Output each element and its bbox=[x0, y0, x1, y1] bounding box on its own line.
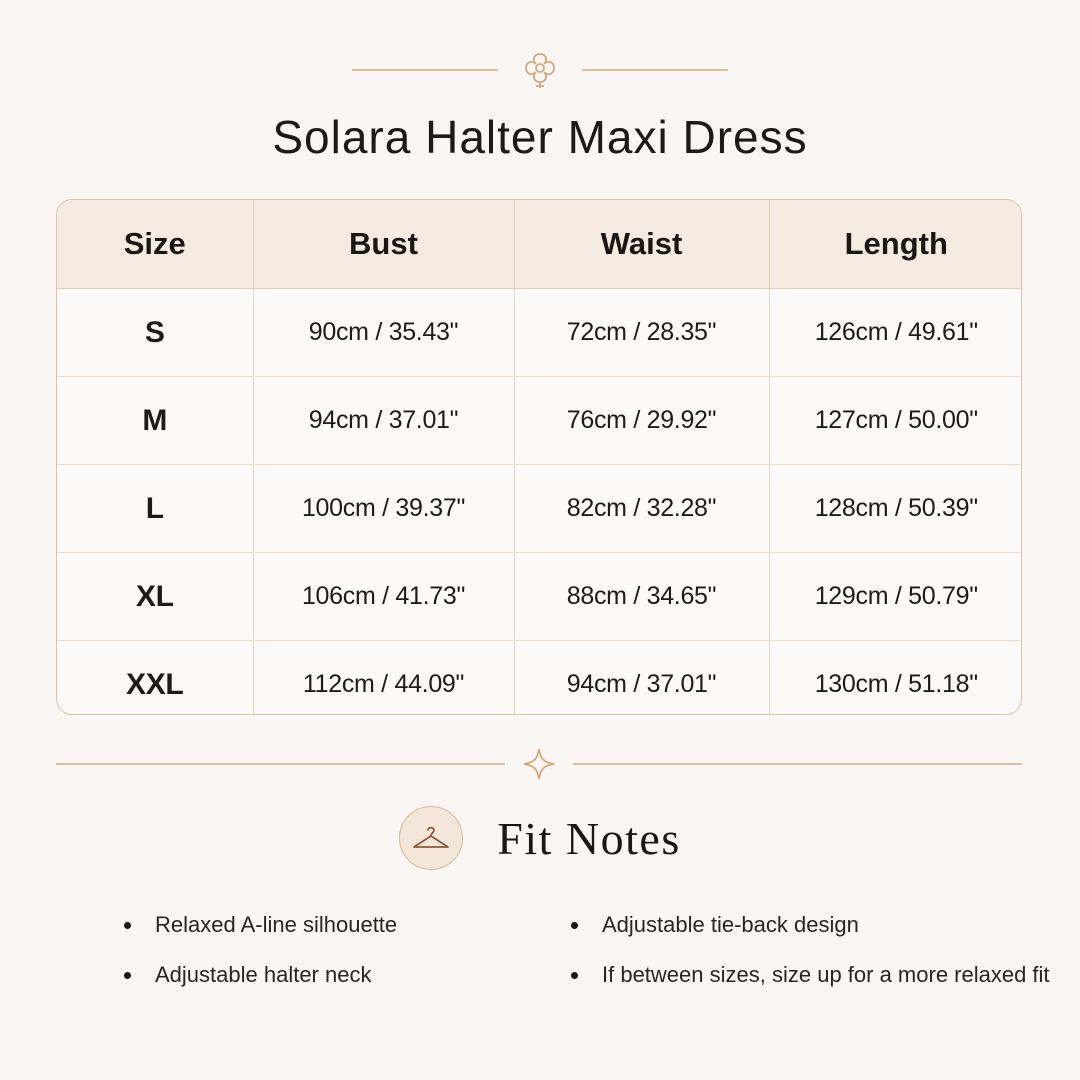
length-cell: 129cm / 50.79" bbox=[769, 553, 1022, 641]
note-text: Adjustable tie-back design bbox=[602, 912, 859, 937]
waist-cell: 94cm / 37.01" bbox=[514, 641, 769, 716]
section-divider bbox=[56, 746, 1022, 782]
hanger-icon bbox=[411, 823, 451, 853]
length-cell: 126cm / 49.61" bbox=[769, 289, 1022, 377]
bullet-icon bbox=[571, 922, 578, 929]
size-cell: S bbox=[57, 289, 253, 377]
divider-line-right bbox=[573, 763, 1022, 765]
bust-cell: 90cm / 35.43" bbox=[253, 289, 514, 377]
length-cell: 127cm / 50.00" bbox=[769, 377, 1022, 465]
hanger-badge bbox=[399, 806, 463, 870]
size-cell: XL bbox=[57, 553, 253, 641]
divider-line-left bbox=[56, 763, 505, 765]
list-item bbox=[124, 962, 371, 988]
bust-cell: 94cm / 37.01" bbox=[253, 377, 514, 465]
header-waist: Waist bbox=[514, 200, 769, 289]
list-item bbox=[571, 962, 1050, 988]
waist-cell: 72cm / 28.35" bbox=[514, 289, 769, 377]
bust-cell: 106cm / 41.73" bbox=[253, 553, 514, 641]
ornament-line-right bbox=[582, 69, 728, 71]
list-item bbox=[124, 912, 397, 938]
sparkle-icon bbox=[521, 746, 557, 782]
bullet-icon bbox=[124, 972, 131, 979]
header-bust: Bust bbox=[253, 200, 514, 289]
size-cell: M bbox=[57, 377, 253, 465]
bullet-icon bbox=[124, 922, 131, 929]
note-text: If between sizes, size up for a more relaxed fit bbox=[602, 962, 1050, 987]
size-chart-table bbox=[56, 199, 1022, 715]
bust-cell: 112cm / 44.09" bbox=[253, 641, 514, 716]
floral-ornament-icon bbox=[520, 48, 560, 92]
table-row bbox=[57, 553, 1022, 641]
waist-cell: 76cm / 29.92" bbox=[514, 377, 769, 465]
table-row bbox=[57, 465, 1022, 553]
table-row bbox=[57, 377, 1022, 465]
note-text: Relaxed A-line silhouette bbox=[155, 912, 398, 937]
waist-cell: 88cm / 34.65" bbox=[514, 553, 769, 641]
length-cell: 128cm / 50.39" bbox=[769, 465, 1022, 553]
fit-notes-title: Fit Notes bbox=[497, 812, 681, 864]
list-item bbox=[571, 912, 859, 938]
size-cell: L bbox=[57, 465, 253, 553]
header-length: Length bbox=[769, 200, 1022, 289]
table-row bbox=[57, 641, 1022, 716]
waist-cell: 82cm / 32.28" bbox=[514, 465, 769, 553]
fit-notes-header bbox=[0, 806, 1080, 870]
table-row bbox=[57, 289, 1022, 377]
bullet-icon bbox=[571, 972, 578, 979]
top-ornament bbox=[0, 48, 1080, 92]
page-title: Solara Halter Maxi Dress bbox=[272, 111, 808, 163]
bust-cell: 100cm / 39.37" bbox=[253, 465, 514, 553]
table-header-row bbox=[57, 200, 1022, 289]
size-cell: XXL bbox=[57, 641, 253, 716]
header-size: Size bbox=[57, 200, 253, 289]
ornament-line-left bbox=[352, 69, 498, 71]
length-cell: 130cm / 51.18" bbox=[814, 670, 978, 698]
note-text: Adjustable halter neck bbox=[155, 962, 372, 987]
